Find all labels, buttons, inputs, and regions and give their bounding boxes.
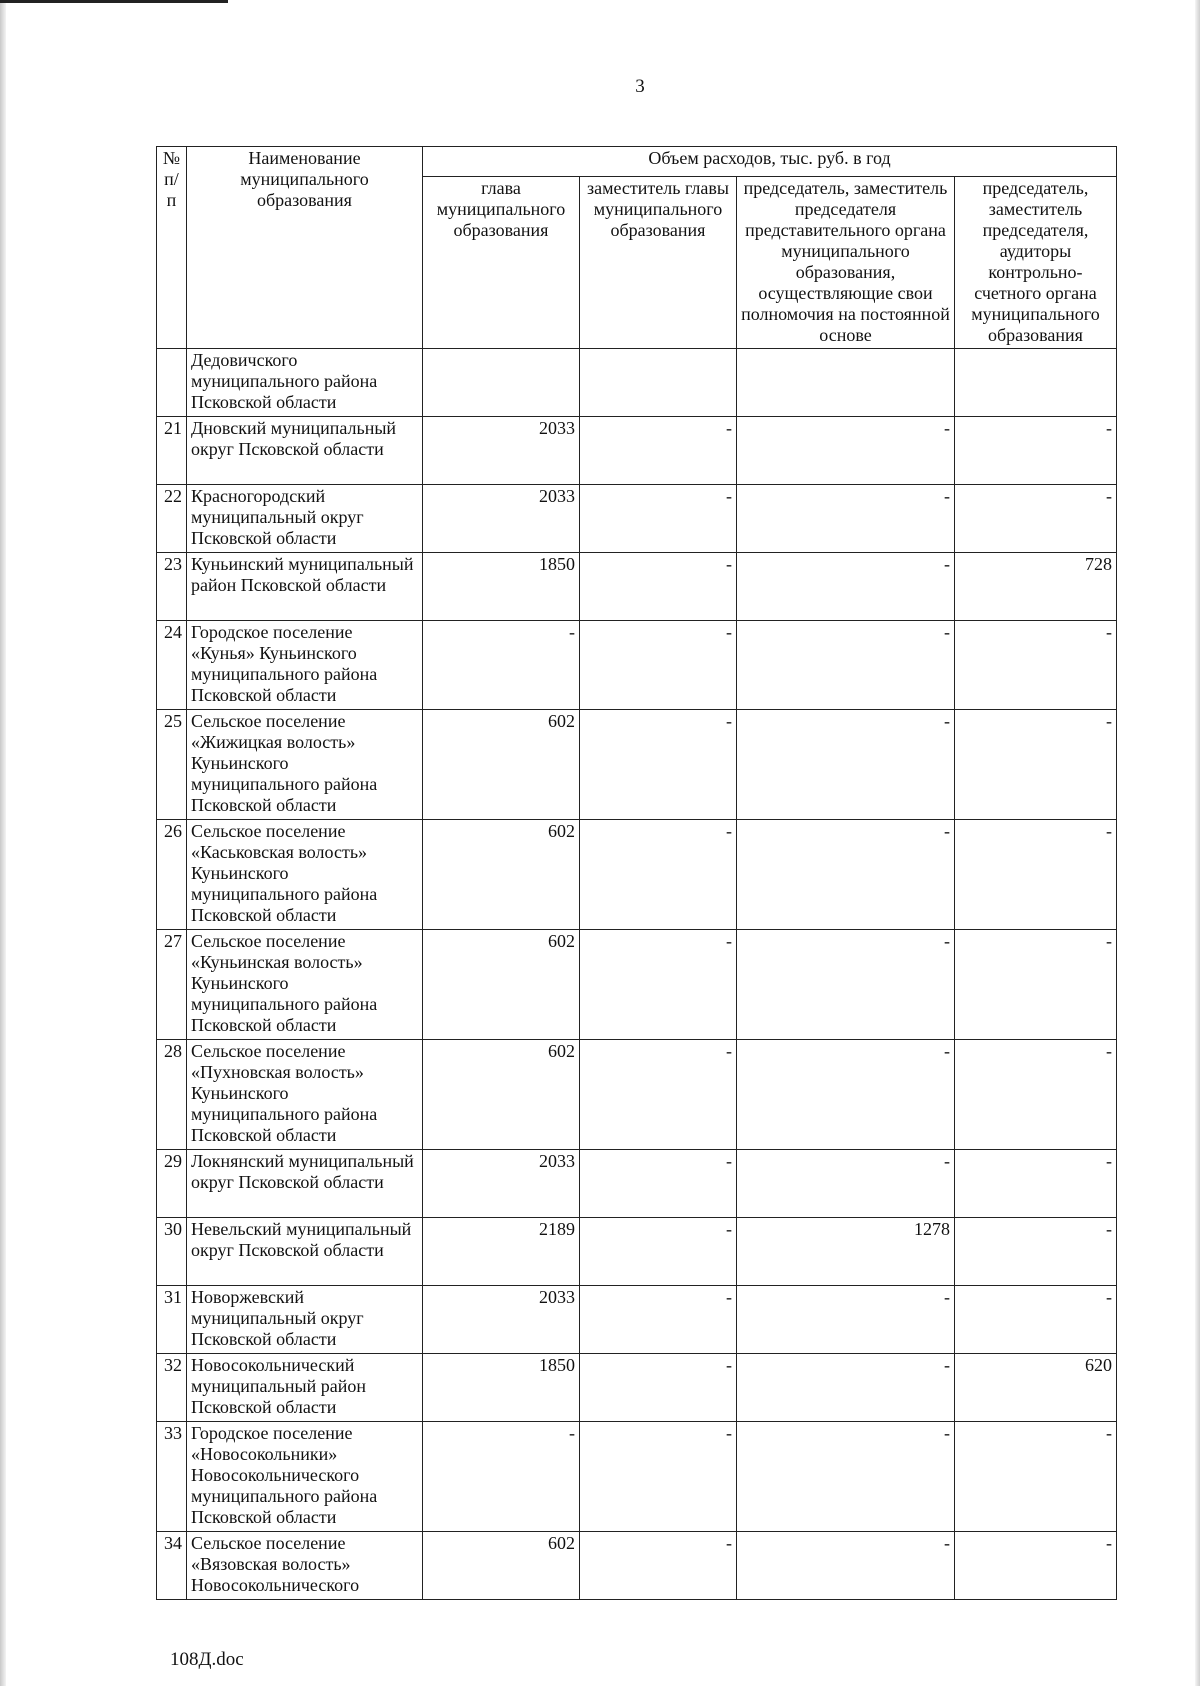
header-expenses-cell: Объем расходов, тыс. руб. в год	[423, 147, 1117, 177]
table-row	[157, 1422, 1117, 1532]
row-name: Невельский муниципальный округ Псковской области	[187, 1218, 423, 1286]
table-row	[157, 1532, 1117, 1600]
header-rep-cell: председатель, заместитель председателя представительного органа муниципального образования, осуществляющие свои полномочия на постоянной основе	[737, 177, 955, 349]
row-deputy-value	[580, 349, 737, 417]
row-audit-value: 620	[955, 1354, 1117, 1422]
row-rep-value: -	[737, 930, 955, 1040]
row-audit-value: -	[955, 930, 1117, 1040]
table-row	[157, 1286, 1117, 1354]
row-number: 31	[157, 1286, 187, 1354]
row-deputy-value: -	[580, 820, 737, 930]
row-head-value: 1850	[423, 553, 580, 621]
row-audit-value: -	[955, 820, 1117, 930]
row-name: Новосокольнический муниципальный район Псковской области	[187, 1354, 423, 1422]
table-row	[157, 485, 1117, 553]
row-audit-value: -	[955, 417, 1117, 485]
row-number: 32	[157, 1354, 187, 1422]
row-rep-value: -	[737, 553, 955, 621]
row-head-value: 1850	[423, 1354, 580, 1422]
row-audit-value: -	[955, 621, 1117, 710]
row-rep-value: -	[737, 417, 955, 485]
table-row	[157, 553, 1117, 621]
row-head-value: -	[423, 1422, 580, 1532]
row-head-value: 2033	[423, 485, 580, 553]
table-row	[157, 621, 1117, 710]
row-deputy-value: -	[580, 1040, 737, 1150]
header-audit-cell: председатель, заместитель председателя, аудиторы контрольно-счетного органа муниципального образования	[955, 177, 1117, 349]
scan-edge-right	[1195, 0, 1200, 1686]
row-audit-value	[955, 349, 1117, 417]
row-name: Сельское поселение «Жижицкая волость» Куньинского муниципального района Псковской области	[187, 710, 423, 820]
table-row	[157, 930, 1117, 1040]
row-deputy-value: -	[580, 1218, 737, 1286]
row-name: Дедовичского муниципального района Псковской области	[187, 349, 423, 417]
row-head-value: 2189	[423, 1218, 580, 1286]
row-head-value: -	[423, 621, 580, 710]
table-row	[157, 1150, 1117, 1218]
row-rep-value: -	[737, 485, 955, 553]
row-number: 27	[157, 930, 187, 1040]
table-row	[157, 1354, 1117, 1422]
row-rep-value: -	[737, 1286, 955, 1354]
row-audit-value: 728	[955, 553, 1117, 621]
row-number: 28	[157, 1040, 187, 1150]
scan-edge-top	[0, 0, 228, 3]
row-deputy-value: -	[580, 930, 737, 1040]
row-name: Городское поселение «Новосокольники» Новосокольнического муниципального района Псковской области	[187, 1422, 423, 1532]
row-name: Красногородский муниципальный округ Псковской области	[187, 485, 423, 553]
row-audit-value: -	[955, 1150, 1117, 1218]
row-rep-value: -	[737, 710, 955, 820]
table-row	[157, 417, 1117, 485]
row-number: 22	[157, 485, 187, 553]
table-row	[157, 1040, 1117, 1150]
row-name: Сельское поселение «Куньинская волость» Куньинского муниципального района Псковской области	[187, 930, 423, 1040]
row-name: Локнянский муниципальный округ Псковской области	[187, 1150, 423, 1218]
header-row-top	[157, 147, 1117, 177]
scan-edge-left	[0, 0, 6, 1686]
header-head-cell: глава муниципального образования	[423, 177, 580, 349]
table-row	[157, 820, 1117, 930]
header-name-cell: Наименование муниципального образования	[187, 147, 423, 349]
row-head-value: 2033	[423, 1150, 580, 1218]
row-number: 30	[157, 1218, 187, 1286]
header-num-cell: № п/п	[157, 147, 187, 349]
row-rep-value: -	[737, 1422, 955, 1532]
row-deputy-value: -	[580, 1532, 737, 1600]
row-name: Новоржевский муниципальный округ Псковской области	[187, 1286, 423, 1354]
row-audit-value: -	[955, 485, 1117, 553]
row-audit-value: -	[955, 710, 1117, 820]
row-number: 21	[157, 417, 187, 485]
row-rep-value	[737, 349, 955, 417]
footer-filename: 108Д.doc	[170, 1649, 244, 1670]
row-audit-value: -	[955, 1286, 1117, 1354]
row-number	[157, 349, 187, 417]
row-head-value: 602	[423, 820, 580, 930]
row-name: Дновский муниципальный округ Псковской области	[187, 417, 423, 485]
table-row	[157, 710, 1117, 820]
row-deputy-value: -	[580, 1150, 737, 1218]
row-number: 29	[157, 1150, 187, 1218]
row-rep-value: -	[737, 1532, 955, 1600]
row-deputy-value: -	[580, 553, 737, 621]
row-rep-value: -	[737, 820, 955, 930]
row-deputy-value: -	[580, 1354, 737, 1422]
row-head-value: 602	[423, 710, 580, 820]
row-audit-value: -	[955, 1218, 1117, 1286]
row-rep-value: -	[737, 1150, 955, 1218]
expenses-table	[156, 146, 1117, 1600]
row-name: Сельское поселение «Пухновская волость» Куньинского муниципального района Псковской области	[187, 1040, 423, 1150]
table-row	[157, 349, 1117, 417]
row-rep-value: -	[737, 1354, 955, 1422]
row-head-value: 602	[423, 930, 580, 1040]
row-head-value: 602	[423, 1040, 580, 1150]
table-row	[157, 1218, 1117, 1286]
row-audit-value: -	[955, 1040, 1117, 1150]
row-deputy-value: -	[580, 485, 737, 553]
row-deputy-value: -	[580, 710, 737, 820]
row-head-value	[423, 349, 580, 417]
row-number: 26	[157, 820, 187, 930]
row-audit-value: -	[955, 1532, 1117, 1600]
row-head-value: 602	[423, 1532, 580, 1600]
row-number: 33	[157, 1422, 187, 1532]
row-name: Куньинский муниципальный район Псковской области	[187, 553, 423, 621]
row-number: 25	[157, 710, 187, 820]
row-number: 23	[157, 553, 187, 621]
row-rep-value: 1278	[737, 1218, 955, 1286]
row-rep-value: -	[737, 1040, 955, 1150]
row-rep-value: -	[737, 621, 955, 710]
row-deputy-value: -	[580, 621, 737, 710]
row-name: Городское поселение «Кунья» Куньинского муниципального района Псковской области	[187, 621, 423, 710]
page-number: 3	[635, 76, 645, 97]
row-deputy-value: -	[580, 417, 737, 485]
row-audit-value: -	[955, 1422, 1117, 1532]
row-head-value: 2033	[423, 1286, 580, 1354]
header-deputy-cell: заместитель главы муниципального образования	[580, 177, 737, 349]
row-number: 24	[157, 621, 187, 710]
row-head-value: 2033	[423, 417, 580, 485]
row-deputy-value: -	[580, 1422, 737, 1532]
row-deputy-value: -	[580, 1286, 737, 1354]
row-name: Сельское поселение «Каськовская волость» Куньинского муниципального района Псковской области	[187, 820, 423, 930]
row-number: 34	[157, 1532, 187, 1600]
row-name: Сельское поселение «Вязовская волость» Новосокольнического	[187, 1532, 423, 1600]
